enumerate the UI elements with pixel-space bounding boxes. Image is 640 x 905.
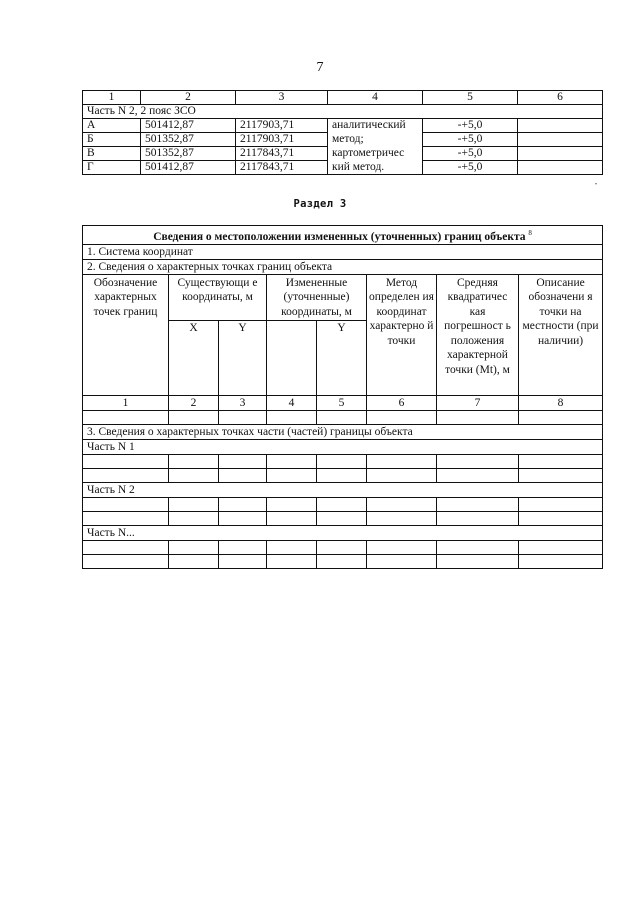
point-error: -+5,0 — [423, 147, 518, 161]
column-number: 1 — [83, 396, 169, 411]
column-numbers-row — [83, 396, 603, 411]
points-heading: 2. Сведения о характерных точках границ объекта — [83, 259, 603, 274]
table-row — [83, 555, 603, 569]
column-number: 6 — [367, 396, 437, 411]
table-row — [83, 411, 603, 425]
column-number: 3 — [219, 396, 267, 411]
column-number: 6 — [518, 91, 603, 105]
column-number: 4 — [328, 91, 423, 105]
sub-header-y: Y — [317, 321, 367, 396]
point-error: -+5,0 — [423, 133, 518, 147]
table-row — [83, 541, 603, 555]
col-header-changed: Измененные (уточненные) координаты, м — [267, 274, 367, 321]
sub-header-x — [267, 321, 317, 396]
col-header-method: Метод определен ия координат характерно й точки — [367, 274, 437, 396]
point-y: 2117843,71 — [236, 147, 328, 161]
coordinates-table — [82, 90, 603, 175]
boundary-table — [82, 225, 603, 569]
table-row — [83, 469, 603, 483]
column-number: 7 — [437, 396, 519, 411]
title-footnote: 8 — [528, 229, 532, 237]
part-label: Часть N... — [83, 526, 603, 541]
point-x: 501412,87 — [141, 119, 236, 133]
point-y: 2117843,71 — [236, 161, 328, 175]
sub-header-x: X — [169, 321, 219, 396]
part-label: Часть N 2 — [83, 483, 603, 498]
point-description — [518, 161, 603, 175]
column-number: 3 — [236, 91, 328, 105]
column-number: 8 — [519, 396, 603, 411]
table-row — [83, 512, 603, 526]
table-row — [83, 119, 603, 133]
point-description — [518, 119, 603, 133]
point-method: кий метод. — [328, 161, 423, 175]
section-title: Раздел 3 — [293, 198, 347, 210]
table-row — [83, 161, 603, 175]
table-row — [83, 133, 603, 147]
table-header-row — [83, 91, 603, 105]
point-error: -+5,0 — [423, 161, 518, 175]
parts-heading: 3. Сведения о характерных точках части (частей) границы объекта — [83, 425, 603, 440]
col-header-description: Описание обозначени я точки на местности (при наличии) — [519, 274, 603, 396]
point-name: А — [83, 119, 141, 133]
point-y: 2117903,71 — [236, 133, 328, 147]
column-number: 2 — [141, 91, 236, 105]
table-row — [83, 455, 603, 469]
table-row — [83, 498, 603, 512]
point-x: 501352,87 — [141, 147, 236, 161]
point-x: 501412,87 — [141, 161, 236, 175]
column-number: 5 — [423, 91, 518, 105]
point-description — [518, 133, 603, 147]
point-method: аналитический — [328, 119, 423, 133]
column-number: 5 — [317, 396, 367, 411]
table-title-text: Сведения о местоположении измененных (уточненных) границ объекта — [153, 230, 526, 243]
point-name: Г — [83, 161, 141, 175]
point-description — [518, 147, 603, 161]
sub-header-y: Y — [219, 321, 267, 396]
page-number: 7 — [316, 60, 324, 75]
point-y: 2117903,71 — [236, 119, 328, 133]
point-name: Б — [83, 133, 141, 147]
col-header-error: Средняя квадратичес кая погрешност ь положения характерной точки (Mt), м — [437, 274, 519, 396]
footnote-mark: " — [595, 183, 598, 189]
point-method: метод; — [328, 133, 423, 147]
col-header-existing: Существующи е координаты, м — [169, 274, 267, 321]
point-x: 501352,87 — [141, 133, 236, 147]
point-method: картометричес — [328, 147, 423, 161]
point-error: -+5,0 — [423, 119, 518, 133]
table-title — [83, 226, 603, 245]
column-number: 2 — [169, 396, 219, 411]
coord-system-label: 1. Система координат — [83, 244, 603, 259]
point-name: В — [83, 147, 141, 161]
col-header-designation: Обозначение характерных точек границ — [83, 274, 169, 396]
table-row — [83, 147, 603, 161]
column-number: 4 — [267, 396, 317, 411]
column-number: 1 — [83, 91, 141, 105]
part-label: Часть N 2, 2 пояс ЗСО — [83, 105, 603, 119]
part-label: Часть N 1 — [83, 440, 603, 455]
